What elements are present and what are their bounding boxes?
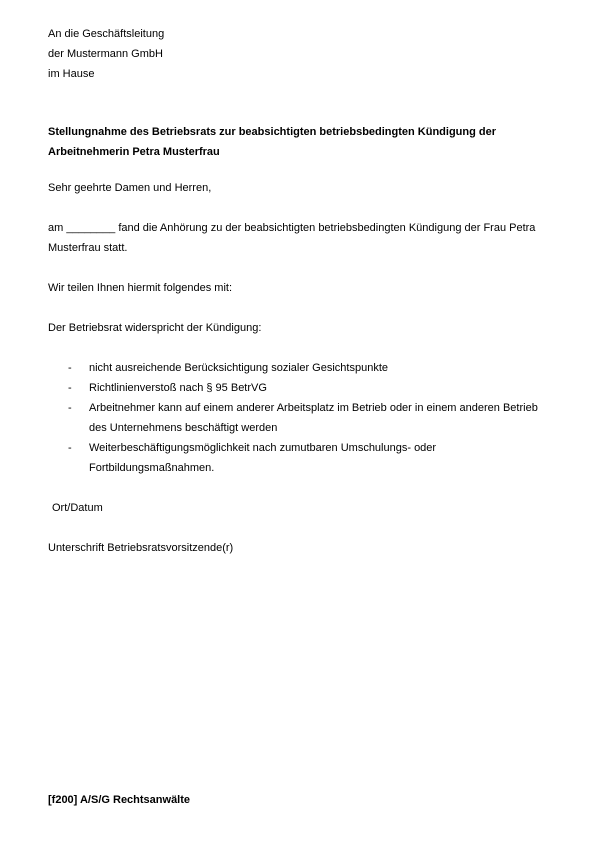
hearing-line: Musterfrau statt.: [48, 242, 128, 254]
recipient-address: [48, 24, 568, 84]
bullet-dash: -: [68, 442, 72, 454]
reason-line: Arbeitnehmer kann auf einem anderer Arbeitsplatz im Betrieb oder in einem anderen Betrieb: [89, 402, 538, 414]
salutation: Sehr geehrte Damen und Herren,: [48, 182, 212, 194]
bullet-dash: -: [68, 362, 72, 374]
letter-page: [48, 24, 568, 558]
list-item: [48, 398, 568, 438]
reason-line: nicht ausreichende Berücksichtigung sozialer Gesichtspunkte: [89, 362, 388, 374]
reason-line: Richtlinienverstoß nach § 95 BetrVG: [89, 382, 267, 394]
signature-label: Unterschrift Betriebsratsvorsitzende(r): [48, 542, 234, 554]
bullet-dash: -: [68, 402, 72, 414]
bullet-dash: -: [68, 382, 72, 394]
subject-line: Stellungnahme des Betriebsrats zur beabsichtigten betriebsbedingten Kündigung der: [48, 126, 497, 138]
list-item: [48, 438, 568, 478]
subject-line: Arbeitnehmerin Petra Musterfrau: [48, 146, 220, 158]
objection-paragraph: Der Betriebsrat widerspricht der Kündigung:: [48, 322, 262, 334]
list-item: [48, 358, 568, 378]
recipient-line: im Hause: [48, 68, 95, 80]
list-item: [48, 378, 568, 398]
hearing-paragraph: [48, 218, 568, 258]
document-footer: [f200] A/S/G Rechtsanwälte: [48, 794, 191, 806]
reason-text: [89, 378, 568, 398]
reason-line: des Unternehmens beschäftigt werden: [89, 422, 278, 434]
reason-line: Weiterbeschäftigungsmöglichkeit nach zumutbaren Umschulungs- oder: [89, 442, 437, 454]
letter-subject: [48, 122, 568, 162]
place-date-label: Ort/Datum: [52, 502, 103, 514]
recipient-line: An die Geschäftsleitung: [48, 28, 165, 40]
reason-text: [89, 438, 568, 478]
hearing-line: am ________ fand die Anhörung zu der beabsichtigten betriebsbedingten Kündigung der Frau Petra: [48, 222, 536, 234]
recipient-line: der Mustermann GmbH: [48, 48, 163, 60]
reason-text: [89, 398, 568, 438]
reasons-list: [48, 358, 568, 478]
intro-paragraph: Wir teilen Ihnen hiermit folgendes mit:: [48, 282, 233, 294]
reason-text: [89, 358, 568, 378]
reason-line: Fortbildungsmaßnahmen.: [89, 462, 215, 474]
